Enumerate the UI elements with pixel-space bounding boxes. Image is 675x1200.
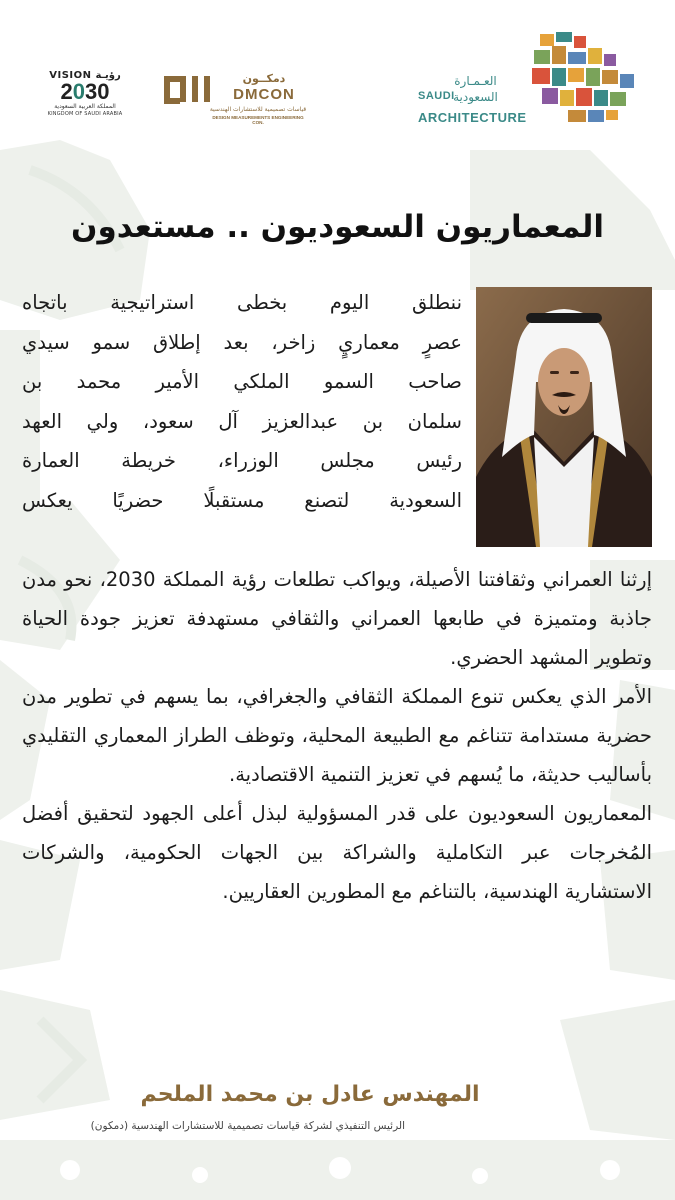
body-paragraph: إرثنا العمراني وثقافتنا الأصيلة، ويواكب تطلعات رؤية المملكة 2030، نحو مدن جاذبة ومتميزة في طابعها العمراني والثقافي مستهدفة تعزيز جودة الحياة وتطوير المشهد الحضري.	[22, 568, 653, 669]
dmcon-logo	[162, 70, 307, 128]
body-paragraph: المعماريون السعوديون على قدر المسؤولية لبذل أعلى الجهود لتحقيق أفضل المُخرجات عبر التكاملية والشراكة بين الجهات الحكومية، والشركات الاستشارية الهندسية، بالتناغم مع المطورين العقاريين.	[22, 802, 652, 903]
intro-line: سلمان بن عبدالعزيز آل سعود، ولي العهد	[22, 409, 462, 433]
saudi-architecture-name-en-2: ARCHITECTURE	[418, 110, 527, 125]
vision-logo-top: VISION رؤيـة	[49, 70, 121, 81]
dmcon-sub-en: DESIGN MEASUREMENTS ENGINEERING CON.	[212, 115, 304, 125]
dmcon-name-ar: دمكــون	[242, 72, 286, 85]
author-portrait	[476, 287, 652, 547]
vision-logo-sub-ar: المملكة العربية السعودية	[54, 103, 116, 110]
dmcon-name-en: DMCON	[233, 86, 295, 103]
article-title: المعماريون السعوديون .. مستعدون	[71, 208, 604, 245]
vision-2030-logo	[40, 70, 130, 128]
vision-logo-year: 2030	[60, 79, 110, 104]
saudi-architecture-name-ar-1: العـمـارة	[454, 74, 497, 88]
dmcon-sub-ar: قياسات تصميمية للاستشارات الهندسية	[209, 106, 307, 113]
intro-text	[22, 283, 462, 520]
body-paragraph: الأمر الذي يعكس تنوع المملكة الثقافي والجغرافي، بما يسهم في تطوير مدن حضرية مستدامة تتناغم مع الطبيعة المحلية، وتوظف الطراز المعماري التقليدي بأساليب حديثة، ما يُسهم في تعزيز التنمية الاقتصادية.	[22, 685, 652, 786]
author-name: المهندس عادل بن محمد الملحم	[140, 1082, 480, 1107]
header	[0, 0, 675, 150]
saudi-architecture-logo	[418, 30, 638, 130]
intro-line: ننطلق اليوم بخطى استراتيجية باتجاه	[22, 291, 462, 314]
author-title: الرئيس التنفيذي لشركة قياسات تصميمية للاستشارات الهندسية (دمكون)	[90, 1120, 405, 1132]
saudi-architecture-name-en-1: SAUDI	[418, 90, 455, 102]
portrait-illustration	[476, 287, 652, 547]
article-body	[22, 560, 652, 911]
vision-logo-sub-en: KINGDOM OF SAUDI ARABIA	[47, 111, 123, 117]
saudi-architecture-name-ar-2: السعودية	[453, 90, 498, 104]
intro-line: صاحب السمو الملكي الأمير محمد بن	[22, 370, 462, 393]
intro-line: السعودية لتصنع مستقبلًا حضريًا يعكس	[22, 488, 462, 512]
saudi-map-mosaic-icon	[528, 30, 640, 126]
intro-line: رئيس مجلس الوزراء، خريطة العمارة	[22, 449, 462, 472]
intro-line: عصرٍ معماريٍ زاخر، بعد إطلاق سمو سيدي	[22, 330, 462, 354]
